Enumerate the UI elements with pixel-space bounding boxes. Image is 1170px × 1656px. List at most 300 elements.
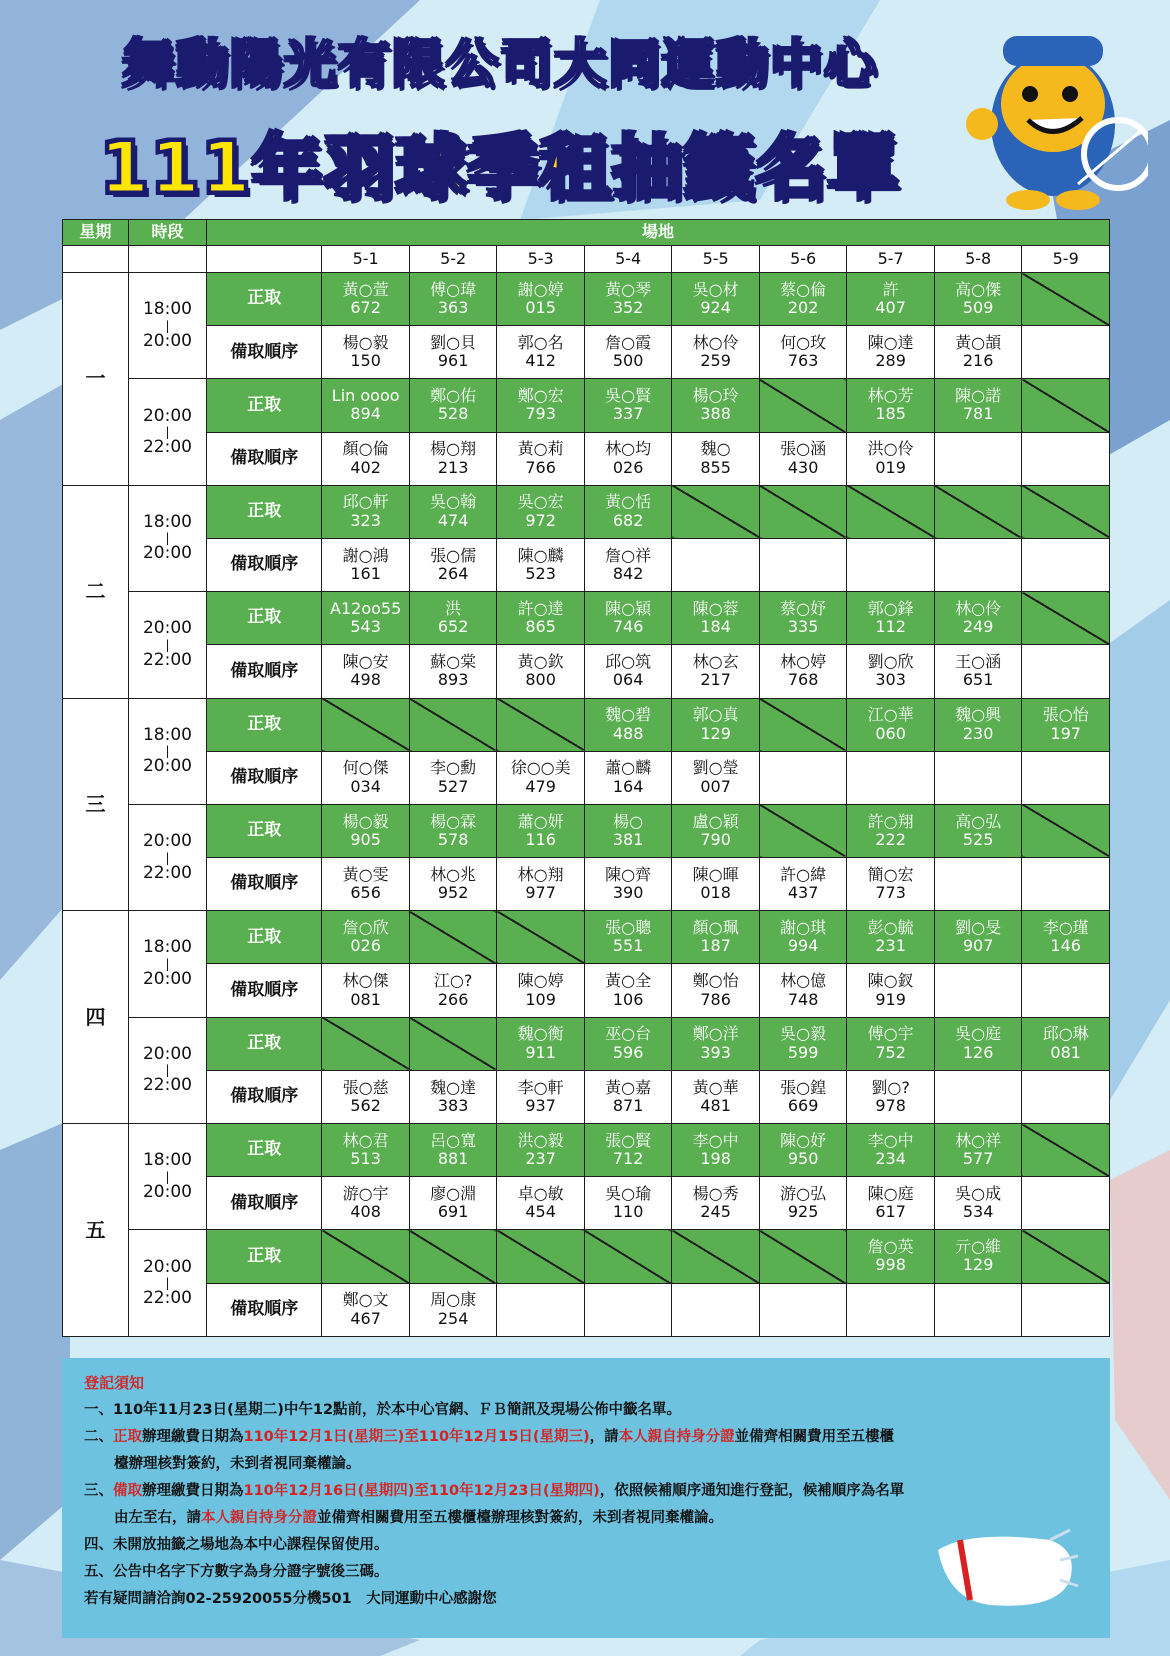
- center-name-title: 舞動陽光有限公司大同運動中心: [121, 35, 878, 95]
- empty-cell: [1022, 432, 1110, 485]
- entrant-name: 鄭○佑: [430, 386, 477, 406]
- waitlist-entry: [672, 326, 760, 379]
- entrant-name: 陳○釵: [867, 971, 914, 991]
- admitted-entry: [847, 379, 935, 432]
- waitlist-entry: [497, 858, 585, 911]
- entrant-name: 洪: [445, 598, 462, 618]
- label-admitted: 正取: [207, 1124, 322, 1177]
- id-last-digits: 500: [612, 351, 644, 371]
- table-row: [63, 432, 1110, 485]
- notice-item-1: 一、110年11月23日(星期二)中午12點前，於本中心官網、ＦＢ簡訊及現場公佈中籤名單。: [84, 1402, 682, 1418]
- id-last-digits: 562: [350, 1095, 381, 1115]
- entrant-name: 吳○庭: [955, 1024, 1002, 1044]
- id-last-digits: 543: [350, 617, 381, 637]
- entrant-name: 吳○翰: [430, 492, 477, 512]
- entrant-name: 黃○雯: [342, 864, 389, 884]
- label-waitlist: 備取順序: [207, 858, 322, 911]
- id-last-digits: 430: [787, 457, 819, 477]
- table-row: [63, 751, 1110, 804]
- label-admitted: 正取: [207, 485, 322, 538]
- table-row: [63, 698, 1110, 751]
- empty-cell: [1022, 1070, 1110, 1123]
- id-last-digits: 527: [437, 776, 469, 796]
- admitted-entry: [847, 1124, 935, 1177]
- entrant-name: 洪○毅: [517, 1130, 564, 1150]
- time-slot-cell: [128, 485, 206, 591]
- table-row: [63, 326, 1110, 379]
- entrant-name: 蔡○倫: [780, 279, 827, 299]
- admitted-entry: [584, 379, 672, 432]
- time-slot-cell: [128, 592, 206, 698]
- entrant-name: 林○均: [605, 439, 652, 459]
- entrant-name: 詹○祥: [605, 545, 652, 565]
- id-last-digits: 998: [875, 1255, 906, 1275]
- time-end: 20:00: [142, 1181, 192, 1202]
- entrant-name: 郭○鋒: [867, 598, 914, 618]
- id-last-digits: 786: [700, 989, 731, 1009]
- weekday-cell: 一: [63, 273, 129, 486]
- waitlist-entry: [584, 1177, 672, 1230]
- entrant-name: 王○涵: [955, 652, 1002, 672]
- admitted-entry: [497, 379, 585, 432]
- entrant-name: 彭○毓: [867, 917, 914, 937]
- time-separator: |: [165, 531, 170, 546]
- empty-cell: [672, 538, 760, 591]
- admitted-entry: [497, 592, 585, 645]
- weekday-cell: 二: [63, 485, 129, 698]
- table-row: [63, 538, 1110, 591]
- id-last-digits: 412: [525, 351, 556, 371]
- admitted-entry: [934, 1017, 1022, 1070]
- entrant-name: 黃○全: [605, 971, 652, 991]
- admitted-entry: [322, 592, 410, 645]
- id-last-digits: 790: [700, 829, 731, 849]
- label-admitted: 正取: [207, 804, 322, 857]
- admitted-entry: [934, 804, 1022, 857]
- id-last-digits: 303: [875, 670, 906, 690]
- admitted-entry: [934, 273, 1022, 326]
- entrant-name: A12oo55: [330, 598, 402, 618]
- empty-cell: [759, 379, 847, 432]
- waitlist-entry: [497, 1177, 585, 1230]
- shuttlecock-icon: [930, 1510, 1080, 1620]
- time-end: 20:00: [142, 543, 192, 564]
- entrant-name: 黃○嘉: [605, 1077, 652, 1097]
- entrant-name: 傅○宇: [867, 1024, 914, 1044]
- id-last-digits: 081: [1050, 1042, 1081, 1062]
- entrant-name: 劉○瑩: [692, 758, 739, 778]
- admitted-entry: [847, 273, 935, 326]
- label-admitted: 正取: [207, 911, 322, 964]
- id-last-digits: 198: [700, 1149, 731, 1169]
- id-last-digits: 525: [962, 829, 994, 849]
- court-header-5-5: 5-5: [672, 246, 760, 273]
- label-waitlist: 備取順序: [207, 964, 322, 1017]
- id-last-digits: 402: [350, 457, 381, 477]
- table-row: [63, 379, 1110, 432]
- entrant-name: 鄭○文: [342, 1290, 389, 1310]
- waitlist-entry: [409, 432, 497, 485]
- entrant-name: 吳○賢: [605, 386, 652, 406]
- admitted-entry: [1022, 698, 1110, 751]
- entrant-name: 江○?: [433, 971, 473, 991]
- time-start: 20:00: [142, 1043, 192, 1064]
- entrant-name: 張○儒: [430, 545, 477, 565]
- waitlist-entry: [497, 326, 585, 379]
- empty-cell: [1022, 538, 1110, 591]
- id-last-digits: 264: [437, 564, 469, 584]
- id-last-digits: 393: [700, 1042, 731, 1062]
- time-end: 22:00: [142, 649, 192, 670]
- id-last-digits: 871: [612, 1095, 644, 1115]
- entrant-name: 陳○妤: [780, 1130, 827, 1150]
- admitted-entry: [934, 911, 1022, 964]
- id-last-digits: 763: [787, 351, 819, 371]
- entrant-name: 林○玄: [692, 652, 739, 672]
- entrant-name: 李○中: [692, 1130, 739, 1150]
- label-waitlist: 備取順序: [207, 1070, 322, 1123]
- entrant-name: 張○賢: [605, 1130, 652, 1150]
- id-last-digits: 578: [437, 829, 469, 849]
- id-last-digits: 019: [875, 457, 906, 477]
- entrant-name: 許○翔: [867, 811, 914, 831]
- admitted-entry: [322, 911, 410, 964]
- waitlist-entry: [584, 645, 672, 698]
- empty-cell: [847, 485, 935, 538]
- id-last-digits: 202: [787, 298, 819, 318]
- id-last-digits: 129: [962, 1255, 994, 1275]
- empty-cell: [759, 538, 847, 591]
- id-last-digits: 106: [612, 989, 644, 1009]
- empty-cell: [672, 485, 760, 538]
- id-last-digits: 599: [787, 1042, 819, 1062]
- header-blank: [63, 246, 129, 273]
- time-slot-cell: [128, 1017, 206, 1123]
- time-slot-cell: [128, 698, 206, 804]
- admitted-entry: [672, 698, 760, 751]
- entrant-name: 許: [882, 279, 899, 299]
- label-admitted: 正取: [207, 698, 322, 751]
- admitted-entry: [322, 1124, 410, 1177]
- entrant-name: 楊○: [613, 811, 644, 831]
- id-last-digits: 972: [525, 510, 556, 530]
- waitlist-entry: [322, 751, 410, 804]
- admitted-entry: [934, 379, 1022, 432]
- admitted-entry: [322, 273, 410, 326]
- waitlist-entry: [759, 1070, 847, 1123]
- time-end: 22:00: [142, 437, 192, 458]
- entrant-name: 謝○婷: [517, 279, 564, 299]
- id-last-digits: 026: [350, 936, 381, 956]
- id-last-digits: 222: [875, 829, 906, 849]
- empty-cell: [934, 485, 1022, 538]
- entrant-name: 黃○莉: [517, 439, 564, 459]
- time-start: 20:00: [142, 405, 192, 426]
- entrant-name: 蔡○妤: [780, 598, 827, 618]
- id-last-digits: 881: [437, 1149, 469, 1169]
- entrant-name: 張○慈: [342, 1077, 389, 1097]
- waitlist-entry: [759, 964, 847, 1017]
- id-last-digits: 994: [787, 936, 819, 956]
- empty-cell: [409, 1017, 497, 1070]
- empty-cell: [1022, 1177, 1110, 1230]
- time-end: 20:00: [142, 968, 192, 989]
- id-last-digits: 712: [612, 1149, 644, 1169]
- court-header-5-1: 5-1: [322, 246, 410, 273]
- notice-item-2-cont: 檯辦理核對簽約，未到者視同棄權論。: [114, 1456, 361, 1472]
- waitlist-entry: [584, 1070, 672, 1123]
- entrant-name: 巫○台: [605, 1024, 652, 1044]
- id-last-digits: 596: [612, 1042, 644, 1062]
- entrant-name: 盧○穎: [692, 811, 739, 831]
- mascot-icon: [958, 14, 1148, 210]
- admitted-entry: [847, 1230, 935, 1283]
- admitted-entry: [497, 804, 585, 857]
- id-last-digits: 109: [525, 989, 556, 1009]
- time-slot-cell: [128, 804, 206, 910]
- waitlist-entry: [584, 432, 672, 485]
- table-row: [63, 804, 1110, 857]
- entrant-name: 劉○?: [871, 1077, 910, 1097]
- id-last-digits: 064: [612, 670, 644, 690]
- time-start: 20:00: [142, 1256, 192, 1277]
- waitlist-entry: [497, 432, 585, 485]
- notice-item-5: 五、公告中名字下方數字為身分證字號後三碼。: [84, 1564, 389, 1580]
- label-waitlist: 備取順序: [207, 432, 322, 485]
- court-header-5-9: 5-9: [1022, 246, 1110, 273]
- waitlist-entry: [322, 858, 410, 911]
- header-day: 星期: [63, 220, 129, 246]
- entrant-name: 詹○欣: [342, 917, 389, 937]
- entrant-name: 詹○英: [867, 1237, 914, 1257]
- id-last-digits: 266: [437, 989, 469, 1009]
- table-row: [63, 1230, 1110, 1283]
- entrant-name: 李○瑾: [1042, 917, 1089, 937]
- waitlist-entry: [409, 538, 497, 591]
- lottery-schedule-table: [62, 219, 1110, 1337]
- id-last-digits: 474: [437, 510, 469, 530]
- time-slot-cell: [128, 273, 206, 379]
- waitlist-entry: [672, 1177, 760, 1230]
- id-last-digits: 237: [525, 1149, 556, 1169]
- id-last-digits: 185: [875, 404, 906, 424]
- id-last-digits: 388: [700, 404, 731, 424]
- id-last-digits: 952: [437, 883, 469, 903]
- time-start: 18:00: [142, 724, 192, 745]
- id-last-digits: 950: [787, 1149, 819, 1169]
- time-separator: |: [165, 1276, 170, 1291]
- empty-cell: [1022, 1230, 1110, 1283]
- empty-cell: [497, 1230, 585, 1283]
- header-blank: [207, 246, 322, 273]
- waitlist-entry: [497, 538, 585, 591]
- id-last-digits: 150: [350, 351, 381, 371]
- entrant-name: 楊○秀: [692, 1183, 739, 1203]
- id-last-digits: 164: [612, 776, 644, 796]
- id-last-digits: 197: [1050, 723, 1081, 743]
- time-end: 20:00: [142, 756, 192, 777]
- waitlist-entry: [672, 1070, 760, 1123]
- id-last-digits: 977: [525, 883, 556, 903]
- id-last-digits: 978: [875, 1095, 906, 1115]
- waitlist-entry: [759, 326, 847, 379]
- waitlist-entry: [409, 326, 497, 379]
- id-last-digits: 551: [612, 936, 644, 956]
- waitlist-entry: [584, 326, 672, 379]
- entrant-name: 黃○琴: [605, 279, 652, 299]
- entrant-name: 吳○瑜: [605, 1183, 652, 1203]
- label-waitlist: 備取順序: [207, 751, 322, 804]
- time-slot-cell: [128, 1230, 206, 1337]
- id-last-digits: 855: [700, 457, 731, 477]
- admitted-entry: [934, 1124, 1022, 1177]
- entrant-name: 張○聰: [605, 917, 652, 937]
- entrant-name: 蕭○麟: [605, 758, 652, 778]
- id-last-digits: 110: [612, 1202, 644, 1222]
- entrant-name: 林○婷: [780, 652, 827, 672]
- empty-cell: [759, 804, 847, 857]
- id-last-digits: 523: [525, 564, 556, 584]
- entrant-name: 邱○軒: [342, 492, 389, 512]
- entrant-name: 陳○安: [342, 652, 389, 672]
- entrant-name: 楊○翔: [430, 439, 477, 459]
- entrant-name: 卓○敏: [517, 1183, 564, 1203]
- time-slot-cell: [128, 911, 206, 1017]
- id-last-digits: 408: [350, 1202, 381, 1222]
- id-last-digits: 481: [700, 1095, 731, 1115]
- table-row: [63, 964, 1110, 1017]
- table-row: [63, 911, 1110, 964]
- id-last-digits: 216: [962, 351, 994, 371]
- notice-item-3-cont: 由左至右，請本人親自持身分證並備齊相關費用至五樓櫃檯辦理核對簽約，未到者視同棄權論。: [114, 1510, 723, 1526]
- waitlist-entry: [847, 326, 935, 379]
- admitted-entry: [409, 592, 497, 645]
- notice-contact: 若有疑問請洽詢02-25920055分機501 大同運動中心感謝您: [84, 1591, 497, 1607]
- time-start: 18:00: [142, 937, 192, 958]
- waitlist-entry: [847, 964, 935, 1017]
- table-row: [63, 1124, 1110, 1177]
- entrant-name: 魏○達: [430, 1077, 477, 1097]
- waitlist-entry: [409, 751, 497, 804]
- empty-cell: [409, 698, 497, 751]
- court-header-5-3: 5-3: [497, 246, 585, 273]
- id-last-digits: 383: [437, 1095, 469, 1115]
- id-last-digits: 577: [962, 1149, 994, 1169]
- admitted-entry: [847, 804, 935, 857]
- id-last-digits: 034: [350, 776, 381, 796]
- admitted-entry: [584, 592, 672, 645]
- waitlist-entry: [322, 432, 410, 485]
- admitted-entry: [934, 1230, 1022, 1283]
- notice-title: 登記須知: [84, 1374, 145, 1392]
- entrant-name: 吳○毅: [780, 1024, 827, 1044]
- empty-cell: [934, 432, 1022, 485]
- admitted-entry: [497, 1017, 585, 1070]
- table-row: [63, 645, 1110, 698]
- table-row: [63, 1177, 1110, 1230]
- entrant-name: 黃○萱: [342, 279, 389, 299]
- admitted-entry: [584, 698, 672, 751]
- entrant-name: 周○康: [430, 1290, 477, 1310]
- waitlist-entry: [672, 751, 760, 804]
- admitted-entry: [672, 804, 760, 857]
- id-last-digits: 781: [962, 404, 994, 424]
- id-last-digits: 437: [787, 883, 819, 903]
- time-separator: |: [165, 425, 170, 440]
- id-last-digits: 509: [962, 298, 994, 318]
- id-last-digits: 651: [962, 670, 994, 690]
- admitted-entry: [497, 273, 585, 326]
- id-last-digits: 184: [700, 617, 731, 637]
- admitted-entry: [409, 1124, 497, 1177]
- id-last-digits: 893: [437, 670, 469, 690]
- waitlist-entry: [322, 964, 410, 1017]
- entrant-name: 林○億: [780, 971, 827, 991]
- id-last-digits: 060: [875, 723, 906, 743]
- waitlist-entry: [584, 538, 672, 591]
- admitted-entry: [584, 273, 672, 326]
- empty-cell: [409, 1230, 497, 1283]
- entrant-name: 許○緯: [780, 864, 827, 884]
- entrant-name: 陳○暉: [692, 864, 739, 884]
- waitlist-entry: [672, 645, 760, 698]
- id-last-digits: 213: [437, 457, 469, 477]
- admitted-entry: [759, 592, 847, 645]
- admitted-entry: [847, 911, 935, 964]
- empty-cell: [1022, 326, 1110, 379]
- time-end: 22:00: [142, 1075, 192, 1096]
- empty-cell: [584, 1230, 672, 1283]
- admitted-entry: [847, 592, 935, 645]
- id-last-digits: 407: [875, 298, 906, 318]
- id-last-digits: 187: [700, 936, 731, 956]
- admitted-entry: [409, 804, 497, 857]
- id-last-digits: 513: [350, 1149, 381, 1169]
- id-last-digits: 905: [350, 829, 381, 849]
- time-slot-cell: [128, 379, 206, 485]
- empty-cell: [934, 1070, 1022, 1123]
- entrant-name: 吳○成: [955, 1183, 1002, 1203]
- waitlist-entry: [409, 1283, 497, 1336]
- time-separator: |: [165, 956, 170, 971]
- empty-cell: [759, 1230, 847, 1283]
- entrant-name: Lin oooo: [331, 386, 400, 406]
- id-last-digits: 691: [437, 1202, 469, 1222]
- admitted-entry: [759, 273, 847, 326]
- entrant-name: 林○君: [342, 1130, 389, 1150]
- id-last-digits: 652: [437, 617, 469, 637]
- entrant-name: 洪○伶: [867, 439, 914, 459]
- entrant-name: 林○伶: [955, 598, 1002, 618]
- waitlist-entry: [672, 432, 760, 485]
- entrant-name: 呂○寬: [430, 1130, 477, 1150]
- waitlist-entry: [497, 1070, 585, 1123]
- entrant-name: 楊○霖: [430, 811, 477, 831]
- admitted-entry: [322, 379, 410, 432]
- waitlist-entry: [847, 432, 935, 485]
- admitted-entry: [759, 911, 847, 964]
- waitlist-entry: [322, 1177, 410, 1230]
- time-start: 20:00: [142, 831, 192, 852]
- entrant-name: 陳○齊: [605, 864, 652, 884]
- waitlist-entry: [497, 751, 585, 804]
- id-last-digits: 773: [875, 883, 906, 903]
- empty-cell: [759, 1283, 847, 1336]
- entrant-name: 楊○毅: [342, 811, 389, 831]
- id-last-digits: 112: [875, 617, 906, 637]
- id-last-digits: 907: [962, 936, 994, 956]
- admitted-entry: [672, 592, 760, 645]
